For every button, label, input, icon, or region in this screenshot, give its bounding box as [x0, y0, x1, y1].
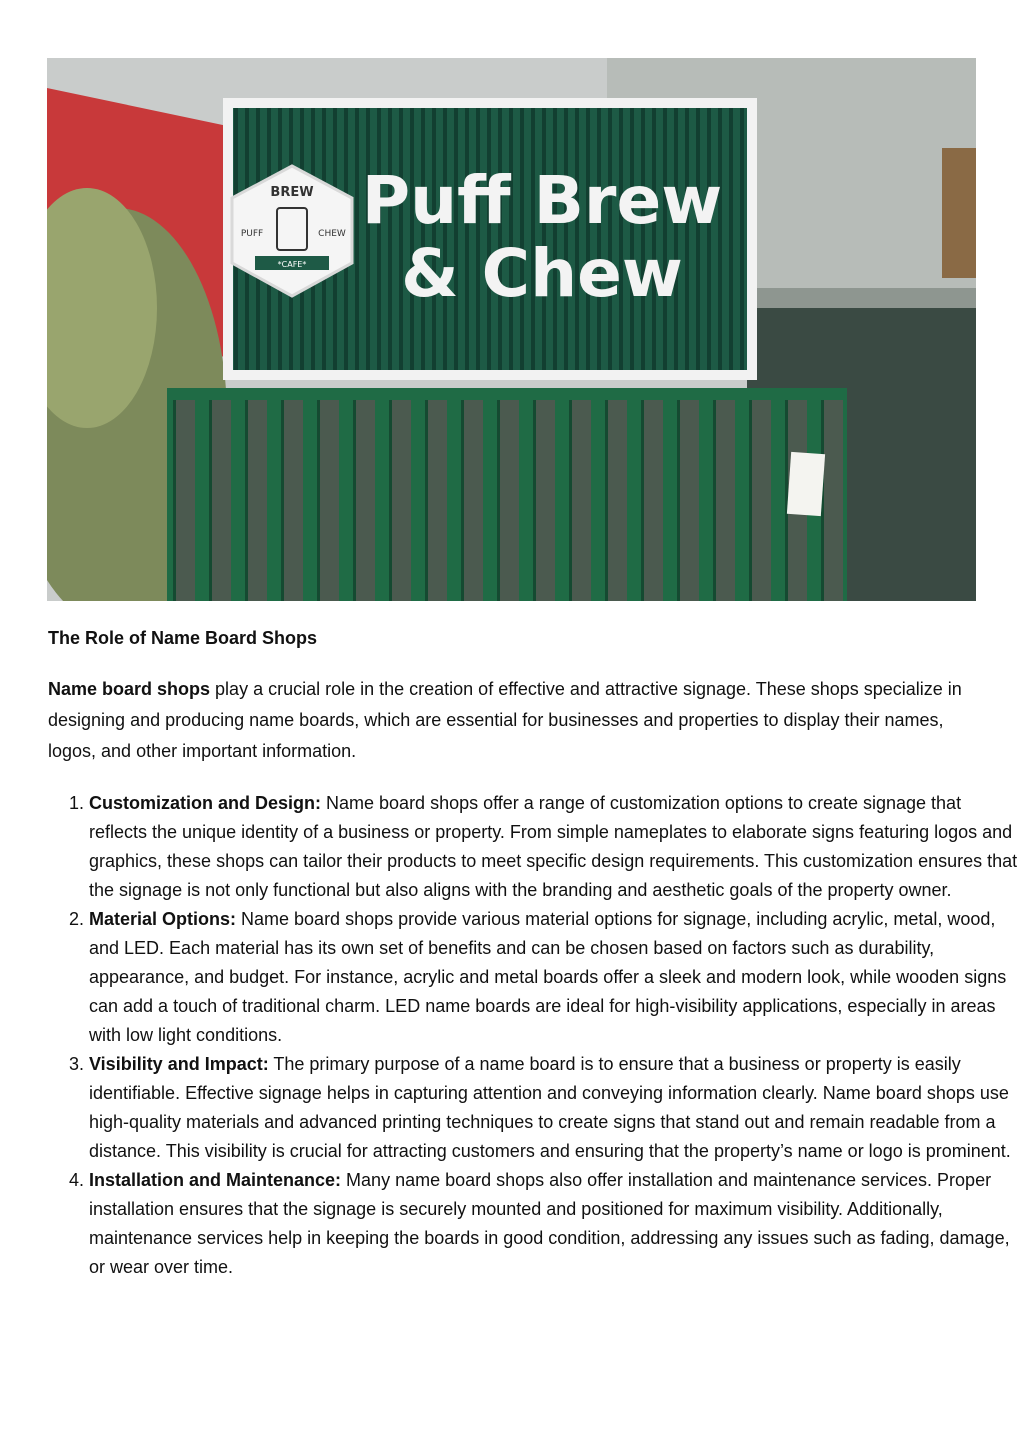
list-item: [89, 905, 1019, 1050]
list-item-text: Name board shops offer a range of customization options to create signage that reflects the unique identity of a business or property. From simple nameplates to elaborate signs featuring logos and graphics, these shops can tailor their products to meet specific design requirements. This customization ensures that the signage is not only functional but also aligns with the branding and aesthetic goals of the property owner.: [89, 793, 1018, 900]
list-item: [89, 1166, 1019, 1282]
logo-left-text: PUFF: [240, 229, 264, 239]
intro-text: play a crucial role in the creation of effective and attractive signage. These shops specialize in designing and producing name boards, which are essential for businesses and properties to display their names, logos, and other important information.: [48, 679, 962, 761]
intro-paragraph: [48, 674, 978, 767]
list-item-title: Customization and Design:: [89, 793, 322, 813]
logo-bottom-text: *CAFE*: [277, 260, 307, 269]
list-item-title: Installation and Maintenance:: [89, 1170, 342, 1190]
section-heading: The Role of Name Board Shops: [48, 628, 318, 648]
feature-list: [48, 789, 1019, 1282]
list-item-text: The primary purpose of a name board is to ensure that a business or property is easily identifiable. Effective signage helps in capturing attention and conveying information clearly. Name board shops use high-quality materials and advanced printing techniques to create signs that stand out and remain readable from a distance. This visibility is crucial for attracting customers and ensuring that the property’s name or logo is prominent.: [89, 1054, 1011, 1161]
shop-sign-photo: [47, 58, 976, 601]
sign-line-2: & Chew: [401, 235, 683, 312]
sign-line-1: Puff Brew: [361, 162, 723, 239]
list-item-text: Name board shops provide various material options for signage, including acrylic, metal, wood, and LED. Each material has its own set of benefits and can be chosen based on factors such as durability, appearance, and budget. For instance, acrylic and metal boards offer a sleek and modern look, while wooden signs can add a touch of traditional charm. LED name boards are ideal for high-visibility applications, especially in areas with low light conditions.: [89, 909, 1007, 1045]
intro-lead: Name board shops: [48, 679, 211, 699]
list-item-text: Many name board shops also offer installation and maintenance services. Proper installation ensures that the signage is securely mounted and positioned for maximum visibility. Additionally, maintenance services help in keeping the boards in good condition, addressing any issues such as fading, damage, or wear over time.: [89, 1170, 1010, 1277]
list-item: [89, 789, 1019, 905]
list-item-title: Visibility and Impact:: [89, 1054, 269, 1074]
list-item-title: Material Options:: [89, 909, 237, 929]
logo-right-text: CHEW: [318, 229, 346, 239]
shop-sign-illustration: [47, 58, 976, 601]
logo-top-text: BREW: [270, 185, 314, 200]
list-item: [89, 1050, 1019, 1166]
